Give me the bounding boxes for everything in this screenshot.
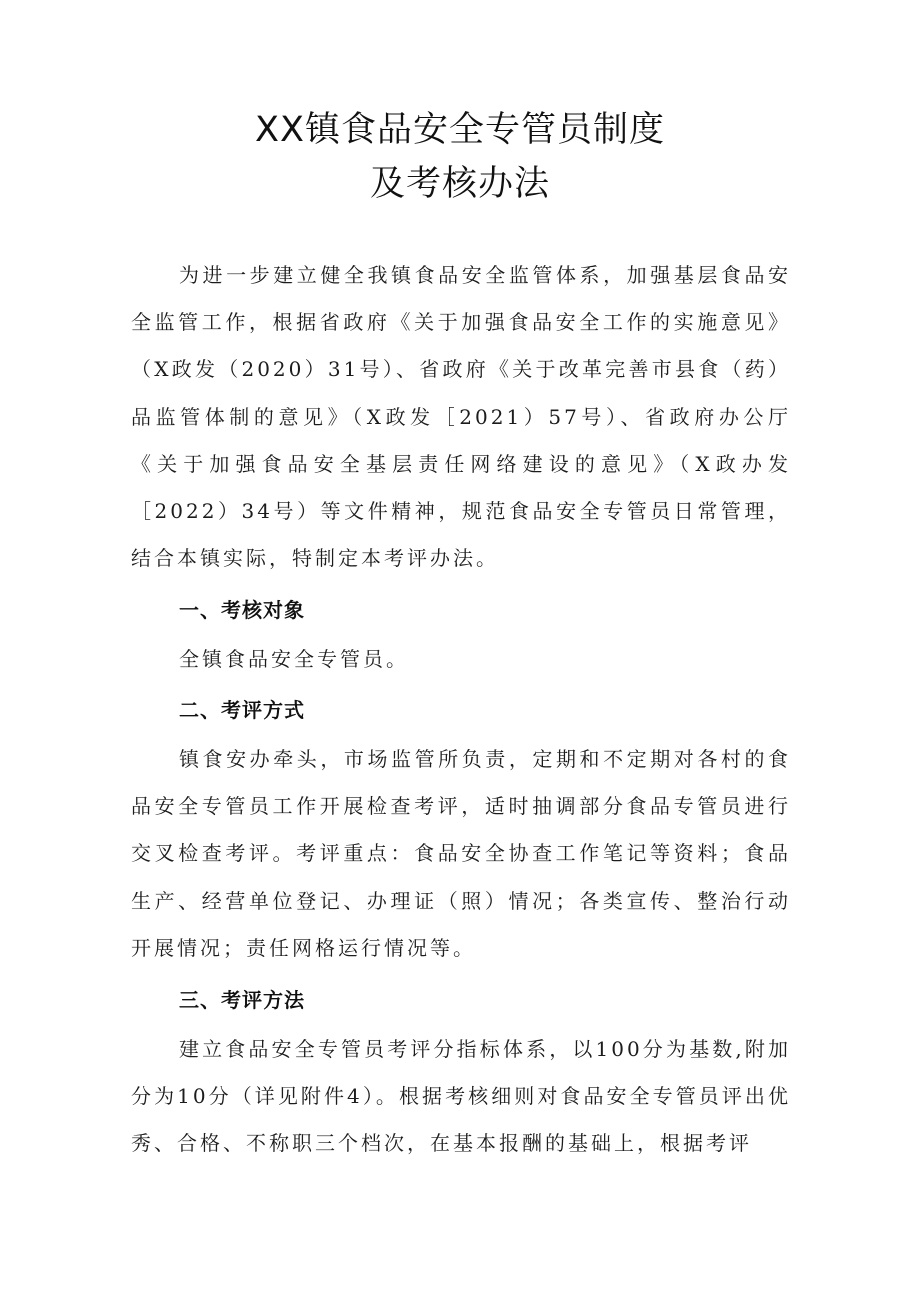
section-heading-3: 三、考评方法 bbox=[179, 988, 305, 1012]
section-paragraph-1: 全镇食品安全专管员。 bbox=[179, 647, 409, 671]
document-title-line-1: XX镇食品安全专管员制度 bbox=[255, 110, 665, 150]
section-heading-1: 一、考核对象 bbox=[179, 598, 305, 622]
section-paragraph-3: 建立食品安全专管员考评分指标体系，以100分为基数,附加分为10分（详见附件4）。根据考核细则对食品安全专管员评出优秀、合格、不称职三个档次，在基本报酬的基础上，根据考评 bbox=[131, 1037, 791, 1156]
intro-paragraph: 为进一步建立健全我镇食品安全监管体系，加强基层食品安全监管工作，根据省政府《关于加强食品安全工作的实施意见》（X政发（2020）31号）、省政府《关于改革完善市县食（药）品监管体制的意见》（X政发［2021）57号）、省政府办公厅《关于加强食品安全基层责任网络建设的意见》（X政办发［2022）34号）等文件精神，规范食品安全专管员日常管理，结合本镇实际，特制定本考评办法。 bbox=[131, 263, 791, 571]
section-paragraph-2: 镇食安办牵头，市场监管所负责，定期和不定期对各村的食品安全专管员工作开展检查考评，适时抽调部分食品专管员进行交叉检查考评。考评重点：食品安全协查工作笔记等资料；食品生产、经营单位登记、办理证（照）情况；各类宣传、整治行动开展情况；责任网格运行情况等。 bbox=[131, 747, 791, 960]
document-title-line-2: 及考核办法 bbox=[369, 164, 550, 204]
section-heading-2: 二、考评方式 bbox=[179, 698, 305, 722]
